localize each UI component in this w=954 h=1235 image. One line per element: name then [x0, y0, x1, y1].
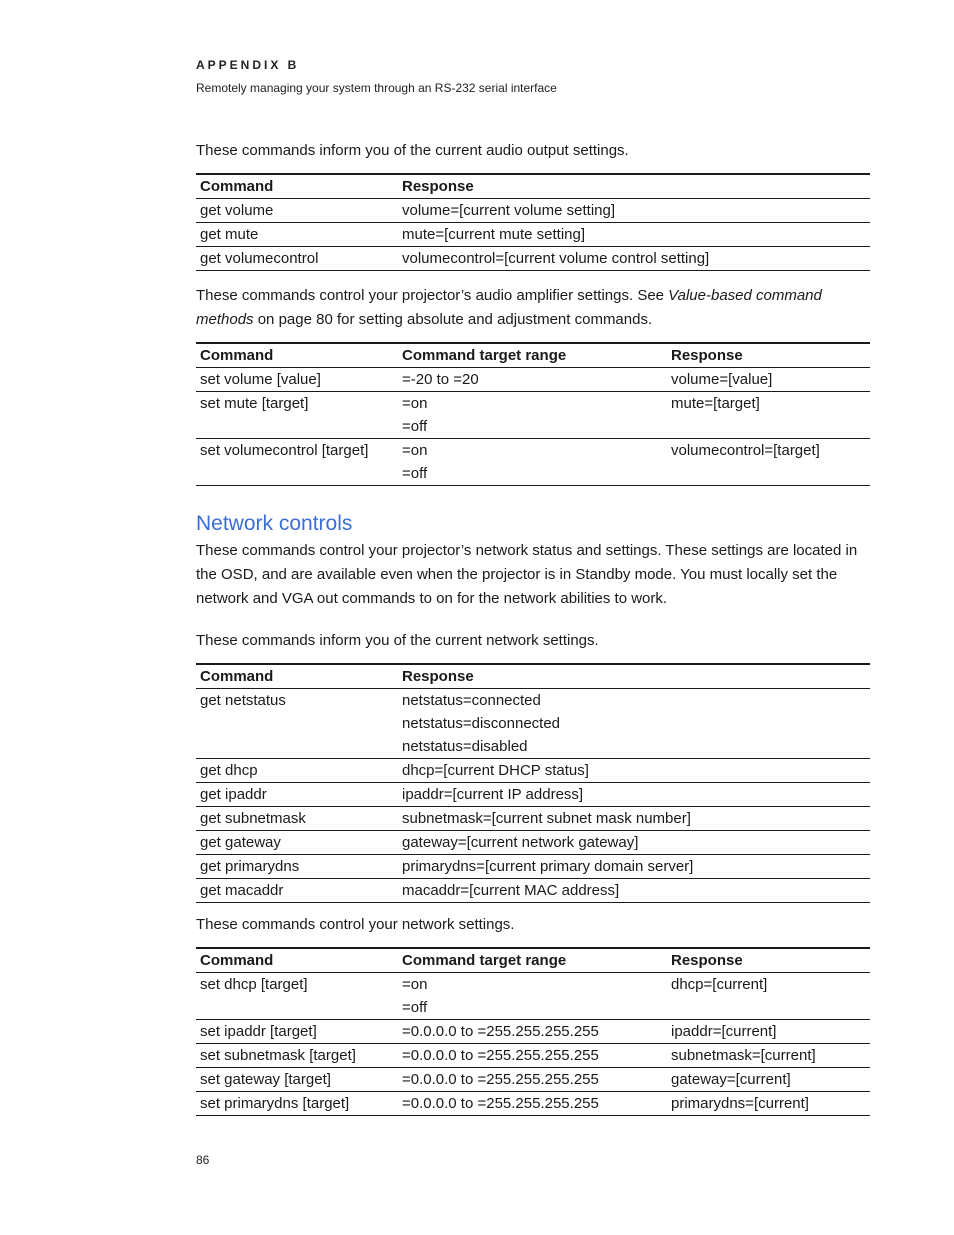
cell-text: get volumecontrol: [200, 250, 319, 267]
table-row: [196, 855, 870, 879]
table-row: [196, 1044, 870, 1068]
table-cell: [667, 1044, 870, 1068]
cell-text: get netstatus: [200, 692, 286, 709]
table-cell: [398, 807, 870, 831]
cell-text: =off: [402, 465, 428, 482]
table-header-row: [196, 343, 870, 368]
table-cell: [398, 879, 870, 903]
column-header: Response: [398, 174, 870, 199]
table-cell: [398, 1068, 667, 1092]
column-header: Command target range: [398, 948, 667, 973]
table-row: [196, 247, 870, 271]
table-row: [196, 392, 870, 439]
cell-text: set mute [target]: [200, 395, 309, 412]
cell-text: [200, 712, 394, 735]
table-row: [196, 439, 870, 486]
cell-text: =0.0.0.0 to =255.255.255.255: [402, 1047, 599, 1064]
cell-text: gateway=[current network gateway]: [402, 834, 639, 851]
table-cell: [196, 199, 398, 223]
network-get-table: [196, 663, 870, 903]
table-cell: [196, 439, 398, 486]
cell-text: macaddr=[current MAC address]: [402, 882, 620, 899]
table-header-row: [196, 174, 870, 199]
network-intro: These commands control your projector’s network status and settings. These settings are located in the OSD, and are available even when the projector is in Standby mode. You must locally set the network and VGA out commands to on for the network abilities to work.: [196, 542, 858, 607]
table-cell: [398, 1044, 667, 1068]
column-header: Command: [196, 664, 398, 689]
column-header: Response: [398, 664, 870, 689]
audio-get-table: [196, 173, 870, 271]
cell-text: =off: [402, 999, 428, 1016]
cell-text: set volume [value]: [200, 371, 321, 388]
cell-text: primarydns=[current primary domain server]: [402, 858, 694, 875]
table-row: [196, 831, 870, 855]
table-row: [196, 759, 870, 783]
cell-text: =0.0.0.0 to =255.255.255.255: [402, 1071, 599, 1088]
column-header: Command: [196, 174, 398, 199]
table-cell: [398, 1092, 667, 1116]
cell-text: get gateway: [200, 834, 281, 851]
page-number: 86: [196, 1153, 210, 1167]
cell-text: volumecontrol=[target]: [671, 442, 820, 459]
table-row: [196, 1068, 870, 1092]
cell-text: subnetmask=[current subnet mask number]: [402, 810, 691, 827]
table-cell: [398, 1020, 667, 1044]
cell-text: set volumecontrol [target]: [200, 442, 369, 459]
cell-text: [671, 996, 866, 1019]
cell-text: dhcp=[current]: [671, 976, 768, 993]
cell-text: volumecontrol=[current volume control setting]: [402, 250, 710, 267]
table-cell: [196, 973, 398, 1020]
table-row: [196, 1092, 870, 1116]
cell-text: netstatus=disconnected: [402, 715, 561, 732]
column-header: Command target range: [398, 343, 667, 368]
cell-text: =on: [402, 976, 428, 993]
cross-reference-link[interactable]: Value-based command methods: [196, 287, 822, 328]
cell-text: primarydns=[current]: [671, 1095, 809, 1112]
table-cell: [196, 247, 398, 271]
table-cell: [196, 689, 398, 759]
cell-text: [200, 735, 394, 758]
cell-text: [200, 996, 394, 1019]
cell-text: get volume: [200, 202, 274, 219]
cell-text: set ipaddr [target]: [200, 1023, 317, 1040]
cell-text: netstatus=disabled: [402, 738, 528, 755]
table-cell: [196, 807, 398, 831]
chapter-subtitle: Remotely managing your system through an RS-232 serial interface: [196, 81, 557, 95]
table-cell: [667, 1068, 870, 1092]
cell-text: ipaddr=[current IP address]: [402, 786, 584, 803]
table-row: [196, 783, 870, 807]
table-header-row: [196, 948, 870, 973]
cell-text: get dhcp: [200, 762, 258, 779]
table-row: [196, 199, 870, 223]
table-row: [196, 223, 870, 247]
cell-text: [671, 462, 866, 485]
cell-text: =on: [402, 395, 428, 412]
cell-text: set gateway [target]: [200, 1071, 331, 1088]
cell-text: get macaddr: [200, 882, 284, 899]
table-cell: [196, 759, 398, 783]
table-cell: [398, 689, 870, 759]
table-cell: [196, 392, 398, 439]
cell-text: dhcp=[current DHCP status]: [402, 762, 589, 779]
table-cell: [398, 392, 667, 439]
cell-text: =off: [402, 418, 428, 435]
column-header: Response: [667, 948, 870, 973]
column-header: Command: [196, 343, 398, 368]
table-cell: [196, 1068, 398, 1092]
table-cell: [398, 783, 870, 807]
table-row: [196, 879, 870, 903]
table-cell: [196, 1044, 398, 1068]
cell-text: =0.0.0.0 to =255.255.255.255: [402, 1095, 599, 1112]
table-cell: [667, 973, 870, 1020]
table-cell: [196, 1020, 398, 1044]
audio-set-table: [196, 342, 870, 486]
cell-text: subnetmask=[current]: [671, 1047, 816, 1064]
table-row: [196, 689, 870, 759]
table-cell: [196, 1092, 398, 1116]
cell-text: get mute: [200, 226, 259, 243]
table-cell: [398, 855, 870, 879]
intro-text: These commands control your projector’s audio amplifier settings. See: [196, 287, 669, 304]
cell-text: set primarydns [target]: [200, 1095, 350, 1112]
cell-text: set dhcp [target]: [200, 976, 308, 993]
table-cell: [398, 973, 667, 1020]
table-cell: [398, 759, 870, 783]
table-cell: [196, 783, 398, 807]
table-cell: [196, 368, 398, 392]
table-cell: [398, 439, 667, 486]
column-header: Command: [196, 948, 398, 973]
table-cell: [667, 439, 870, 486]
network-set-table: [196, 947, 870, 1116]
cell-text: mute=[target]: [671, 395, 760, 412]
cell-text: get subnetmask: [200, 810, 306, 827]
table-cell: [667, 1020, 870, 1044]
cell-text: volume=[current volume setting]: [402, 202, 616, 219]
cell-text: =0.0.0.0 to =255.255.255.255: [402, 1023, 599, 1040]
cell-text: =-20 to =20: [402, 371, 479, 388]
table-cell: [398, 247, 870, 271]
table-cell: [667, 392, 870, 439]
cell-text: volume=[value]: [671, 371, 773, 388]
network-get-intro: These commands inform you of the current network settings.: [196, 632, 599, 649]
cell-text: get ipaddr: [200, 786, 267, 803]
table-cell: [667, 368, 870, 392]
table-cell: [398, 368, 667, 392]
table-header-row: [196, 664, 870, 689]
table-row: [196, 1020, 870, 1044]
table-cell: [196, 831, 398, 855]
cell-text: =on: [402, 442, 428, 459]
table-cell: [196, 223, 398, 247]
table-cell: [398, 831, 870, 855]
table-row: [196, 973, 870, 1020]
cell-text: [671, 415, 866, 438]
cell-text: [200, 415, 394, 438]
cell-text: netstatus=connected: [402, 692, 541, 709]
table-cell: [398, 223, 870, 247]
cell-text: get primarydns: [200, 858, 300, 875]
cell-text: set subnetmask [target]: [200, 1047, 356, 1064]
table-cell: [667, 1092, 870, 1116]
audio-get-intro: These commands inform you of the current audio output settings.: [196, 142, 629, 159]
table-cell: [196, 855, 398, 879]
cell-text: mute=[current mute setting]: [402, 226, 586, 243]
section-heading-network: Network controls: [196, 512, 353, 535]
network-set-intro: These commands control your network settings.: [196, 916, 515, 933]
cell-text: gateway=[current]: [671, 1071, 791, 1088]
table-row: [196, 368, 870, 392]
cell-text: ipaddr=[current]: [671, 1023, 777, 1040]
table-cell: [196, 879, 398, 903]
appendix-label: APPENDIX B: [196, 58, 300, 72]
table-row: [196, 807, 870, 831]
intro-text: on page 80 for setting absolute and adjustment commands.: [253, 311, 653, 328]
table-cell: [398, 199, 870, 223]
audio-set-intro: [196, 284, 870, 332]
column-header: Response: [667, 343, 870, 368]
cell-text: [200, 462, 394, 485]
